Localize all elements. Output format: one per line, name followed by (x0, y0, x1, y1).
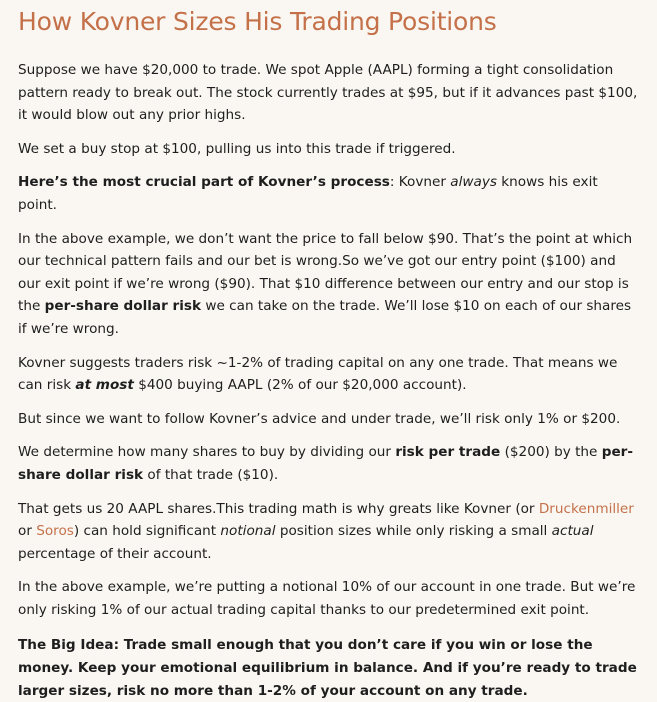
paragraph-notional-example: In the above example, we’re putting a notional 10% of our account in one trade. But we’re only risking 1% of our actual trading capital thanks to our predetermined exit point. (18, 579, 636, 618)
emphasis-actual: actual (551, 523, 594, 540)
big-idea: The Big Idea: Trade small enough that you don’t care if you win or lose the money. Keep your emotional equilibrium in balance. And if you’re ready to trade larger sizes, risk no more than 1-2% of your account on any trade. (18, 637, 637, 699)
emphasis-notional: notional (220, 523, 276, 540)
link-druckenmiller[interactable]: Druckenmiller (538, 500, 634, 517)
article-title: How Kovner Sizes His Trading Positions (18, 7, 497, 36)
emphasis-at-most: at most (75, 377, 134, 394)
paragraph-share-calc: We determine how many shares to buy by dividing our risk per trade ($200) by the per-share dollar risk of that trade ($10). (18, 444, 634, 483)
paragraph-notional: That gets us 20 AAPL shares.This trading math is why greats like Kovner (or Druckenmiller or Soros) can hold significant notional position sizes while only risking a small actual percentage of their account. (18, 500, 634, 562)
emphasis-per-share-dollar-risk-2: per-share dollar risk (18, 444, 634, 483)
link-soros[interactable]: Soros (36, 523, 74, 540)
paragraph-under-trade: But since we want to follow Kovner’s advice and under trade, we’ll risk only 1% or $200. (18, 410, 621, 427)
emphasis-always: always (450, 174, 497, 191)
emphasis-per-share-dollar-risk: per-share dollar risk (44, 298, 202, 315)
paragraph-risk-limit: Kovner suggests traders risk ~1-2% of trading capital on any one trade. That means we can risk at most $400 buying AAPL (2% of our $20,000 account). (18, 354, 618, 394)
emphasis-risk-per-trade: risk per trade (395, 444, 501, 461)
paragraph-exit-point: Here’s the most crucial part of Kovner’s process: Kovner always knows his exit point. (18, 174, 598, 213)
emphasis-crucial-part: Here’s the most crucial part of Kovner’s process (18, 174, 390, 191)
paragraph-per-share-risk: In the above example, we don’t want the price to fall below $90. That’s the point at which our technical pattern fails and our bet is wrong.So we’ve got our entry point ($100) and our exit point if we’re wrong ($90). That $10 difference between our entry and our stop is the per-share dollar risk we can take on the trade. We’ll lose $10 on each of our shares if we’re wrong. (18, 230, 633, 337)
paragraph-buy-stop: We set a buy stop at $100, pulling us into this trade if triggered. (18, 140, 456, 157)
paragraph-setup: Suppose we have $20,000 to trade. We spot Apple (AAPL) forming a tight consolidation pattern ready to break out. The stock currently trades at $95, but if it advances past $100, it would blow out any prior highs. (18, 62, 638, 124)
